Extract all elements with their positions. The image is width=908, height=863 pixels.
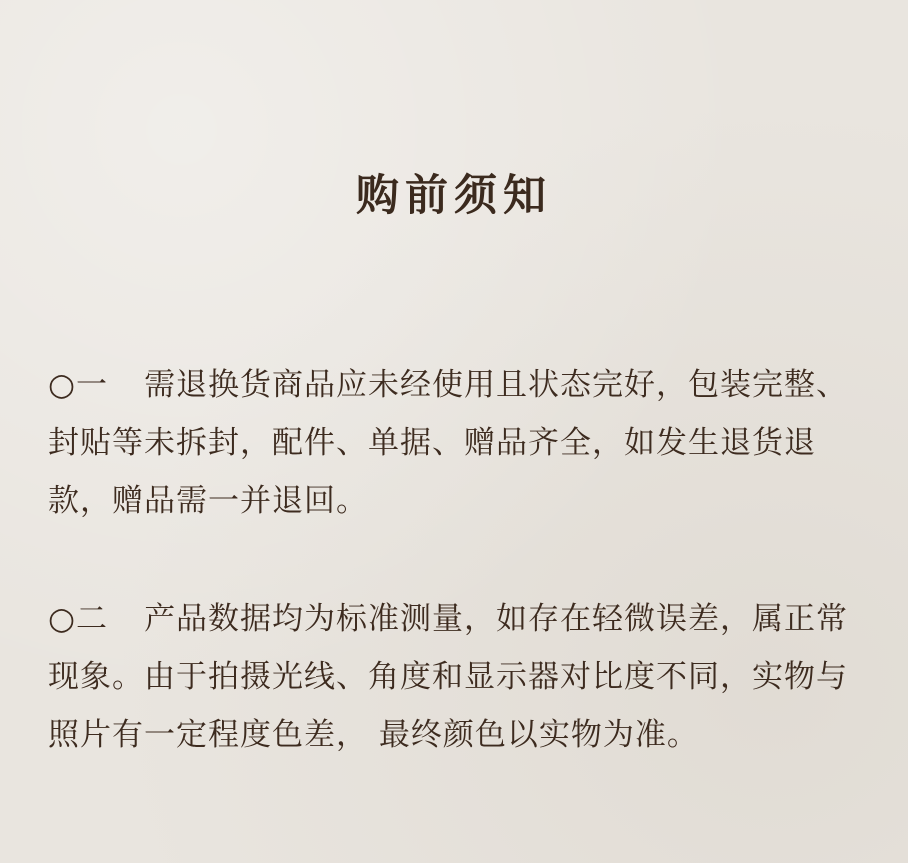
notice-marker: ○一 — [48, 367, 109, 403]
notice-text: 需退换货商品应未经使用且状态完好，包装完整、封贴等未拆封，配件、单据、赠品齐全，如发生退货退款，赠品需一并退回。 — [48, 367, 849, 519]
notice-item-1 — [48, 356, 870, 530]
notice-marker: ○二 — [48, 601, 109, 637]
notice-text: 产品数据均为标准测量，如存在轻微误差，属正常现象。由于拍摄光线、角度和显示器对比度不同，实物与照片有一定程度色差， 最终颜色以实物为准。 — [48, 601, 849, 753]
notice-item-2 — [48, 590, 870, 764]
page-title: 购前须知 — [356, 171, 552, 221]
